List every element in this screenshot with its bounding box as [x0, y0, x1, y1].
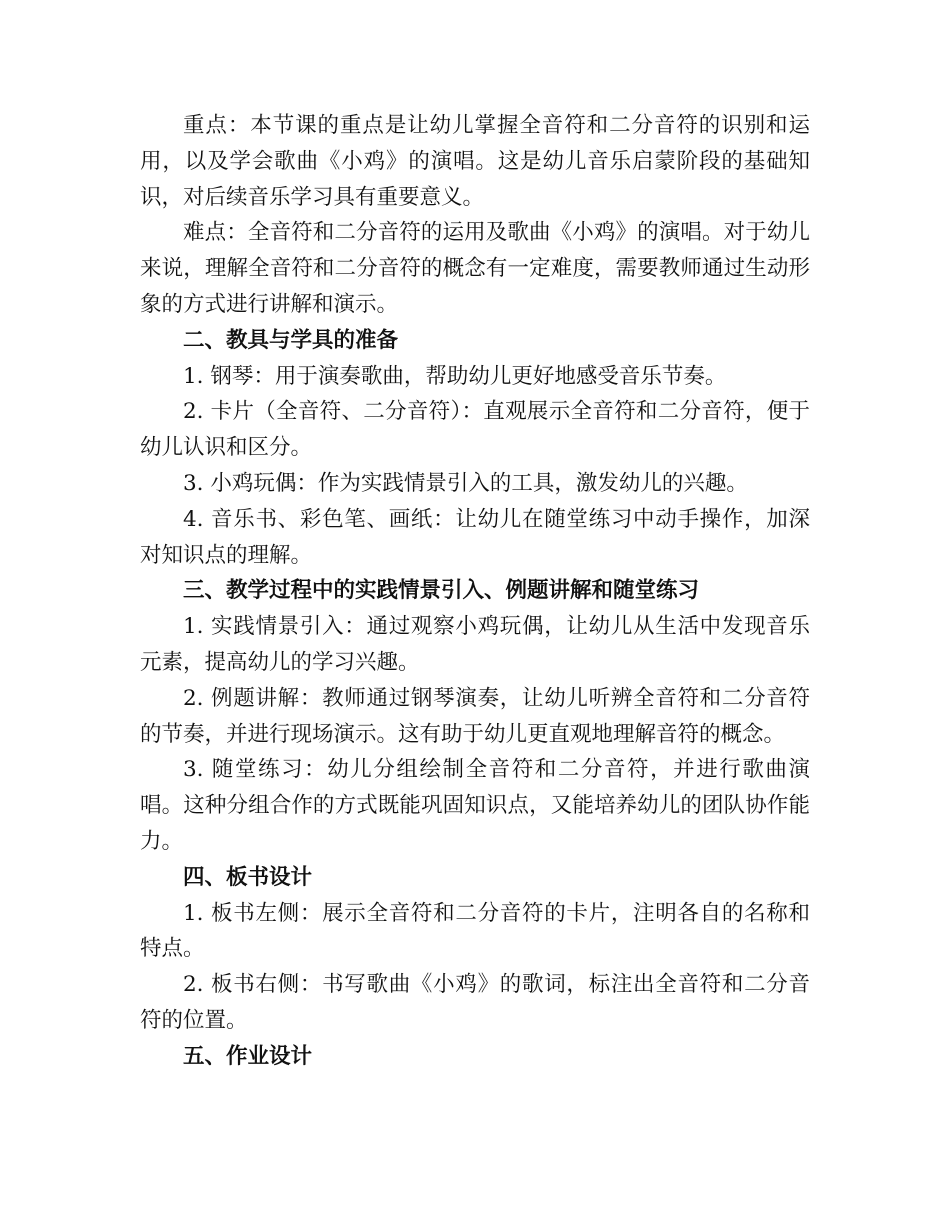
list-item-example-explanation: 2. 例题讲解：教师通过钢琴演奏，让幼儿听辨全音符和二分音符的节奏，并进行现场演示。这有助于幼儿更直观地理解音符的概念。: [140, 685, 810, 747]
section-heading-board-design: 四、板书设计: [183, 864, 313, 890]
section-heading-teaching-process: 三、教学过程中的实践情景引入、例题讲解和随堂练习: [183, 578, 700, 604]
list-item-board-left: 1. 板书左侧：展示全音符和二分音符的卡片，注明各自的名称和特点。: [140, 900, 810, 962]
document-body: [140, 108, 810, 1075]
section-heading-teaching-aids: 二、教具与学具的准备: [183, 327, 399, 353]
list-item-materials: 4. 音乐书、彩色笔、画纸：让幼儿在随堂练习中动手操作，加深对知识点的理解。: [140, 506, 810, 568]
list-item-cards: 2. 卡片（全音符、二分音符）：直观展示全音符和二分音符，便于幼儿认识和区分。: [140, 399, 810, 461]
paragraph-difficult-points: 难点：全音符和二分音符的运用及歌曲《小鸡》的演唱。对于幼儿来说，理解全音符和二分音符的概念有一定难度，需要教师通过生动形象的方式进行讲解和演示。: [140, 220, 810, 317]
list-item-scenario-intro: 1. 实践情景引入：通过观察小鸡玩偶，让幼儿从生活中发现音乐元素，提高幼儿的学习兴趣。: [140, 614, 810, 675]
list-item-board-right: 2. 板书右侧：书写歌曲《小鸡》的歌词，标注出全音符和二分音符的位置。: [140, 972, 810, 1033]
section-heading-homework: 五、作业设计: [183, 1043, 313, 1069]
list-item-class-practice: 3. 随堂练习：幼儿分组绘制全音符和二分音符，并进行歌曲演唱。这种分组合作的方式既能巩固知识点，又能培养幼儿的团队协作能力。: [140, 757, 810, 854]
list-item-piano: 1. 钢琴：用于演奏歌曲，帮助幼儿更好地感受音乐节奏。: [183, 363, 727, 389]
list-item-chick-toy: 3. 小鸡玩偶：作为实践情景引入的工具，激发幼儿的兴趣。: [183, 470, 748, 496]
paragraph-key-points: 重点：本节课的重点是让幼儿掌握全音符和二分音符的识别和运用，以及学会歌曲《小鸡》的演唱。这是幼儿音乐启蒙阶段的基础知识，对后续音乐学习具有重要意义。: [140, 113, 810, 210]
